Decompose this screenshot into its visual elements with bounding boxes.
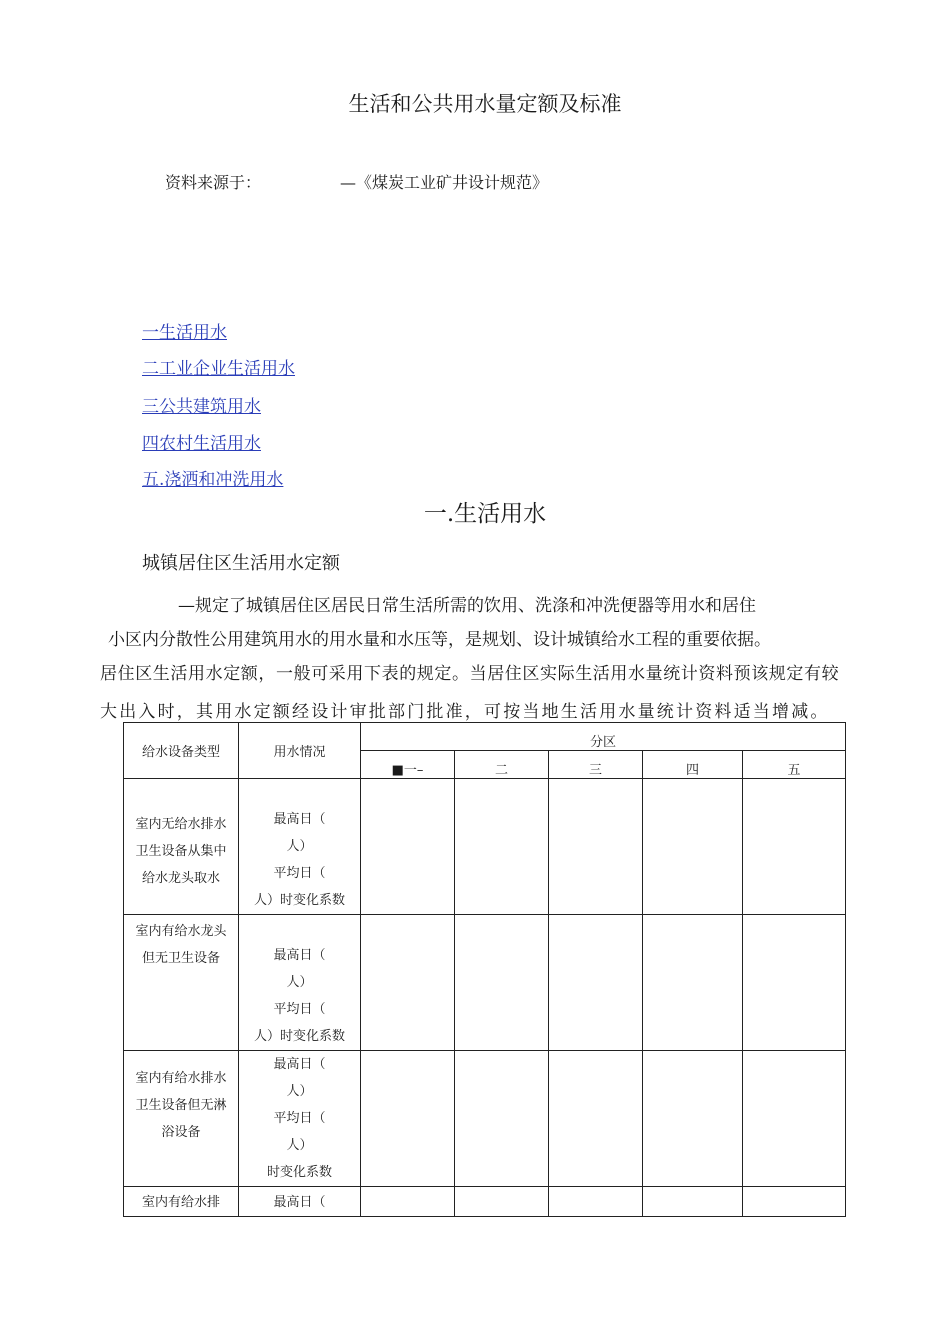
- paragraph-line-1: —规定了城镇居住区居民日常生活所需的饮用、洗涤和冲洗便器等用水和居住: [178, 596, 756, 616]
- zone-value-cell: [455, 1187, 549, 1217]
- equipment-type-cell: 室内有给水排水 卫生设备但无淋 浴设备: [124, 1051, 239, 1187]
- equipment-type-cell: 室内有给水龙头 但无卫生设备: [124, 915, 239, 1051]
- zone-value-cell: [361, 1051, 455, 1187]
- zone-value-cell: [549, 1051, 643, 1187]
- header-equipment-type: 给水设备类型: [124, 723, 239, 779]
- zone-value-cell: [743, 1051, 846, 1187]
- toc-link-public-building-water[interactable]: 三公共建筑用水: [142, 397, 261, 417]
- section-heading: 一.生活用水: [423, 501, 547, 527]
- source-label: 资料来源于：: [165, 173, 262, 192]
- zone-header-3: 三: [549, 751, 643, 779]
- zone-value-cell: [455, 915, 549, 1051]
- zone-value-cell: [643, 1051, 743, 1187]
- usage-cell: 最高日（: [239, 1187, 361, 1217]
- zone-value-cell: [361, 1187, 455, 1217]
- toc-link-rural-water[interactable]: 四农村生活用水: [142, 434, 261, 454]
- zone-header-4: 四: [643, 751, 743, 779]
- equipment-type-cell: 室内有给水排: [124, 1187, 239, 1217]
- toc-link-industrial-water[interactable]: 二工业企业生活用水: [142, 359, 295, 379]
- table-row: [124, 1051, 846, 1187]
- table-row: [124, 779, 846, 915]
- header-zone: 分区: [361, 723, 846, 751]
- usage-cell: 最高日（ 人） 平均日（ 人）时变化系数: [239, 915, 361, 1051]
- zone-value-cell: [743, 779, 846, 915]
- zone-header-5: 五: [743, 751, 846, 779]
- toc-link-domestic-water[interactable]: 一生活用水: [142, 323, 227, 343]
- zone-value-cell: [361, 915, 455, 1051]
- toc-link-watering-water[interactable]: 五.浇洒和冲洗用水: [142, 470, 284, 490]
- zone-value-cell: [361, 779, 455, 915]
- header-usage: 用水情况: [239, 723, 361, 779]
- zone-value-cell: [549, 779, 643, 915]
- zone-value-cell: [643, 1187, 743, 1217]
- paragraph-line-2: 小区内分散性公用建筑用水的用水量和水压等，是规划、设计城镇给水工程的重要依据。: [108, 630, 771, 650]
- table-row: [124, 915, 846, 1051]
- zone-value-cell: [549, 915, 643, 1051]
- equipment-type-cell: 室内无给水排水 卫生设备从集中 给水龙头取水: [124, 779, 239, 915]
- zone-value-cell: [743, 915, 846, 1051]
- zone-value-cell: [643, 915, 743, 1051]
- document-title: 生活和公共用水量定额及标准: [348, 92, 622, 116]
- water-quota-table: [123, 722, 846, 1217]
- usage-cell: 最高日（ 人） 平均日（ 人）时变化系数: [239, 779, 361, 915]
- usage-cell: 最高日（ 人） 平均日（ 人） 时变化系数: [239, 1051, 361, 1187]
- zone-value-cell: [549, 1187, 643, 1217]
- zone-header-2: 二: [455, 751, 549, 779]
- paragraph-line-4: 大出入时，其用水定额经设计审批部门批准，可按当地生活用水量统计资料适当增减。: [100, 702, 830, 722]
- zone-value-cell: [643, 779, 743, 915]
- source-value: —《煤炭工业矿井设计规范》: [340, 173, 549, 192]
- zone-header-1: ■一–: [361, 751, 455, 779]
- table-row: [124, 1187, 846, 1217]
- zone-value-cell: [455, 779, 549, 915]
- paragraph-line-3: 居住区生活用水定额，一般可采用下表的规定。当居住区实际生活用水量统计资料预该规定有较: [100, 664, 840, 684]
- zone-value-cell: [743, 1187, 846, 1217]
- section-subheading: 城镇居住区生活用水定额: [142, 553, 340, 574]
- zone-value-cell: [455, 1051, 549, 1187]
